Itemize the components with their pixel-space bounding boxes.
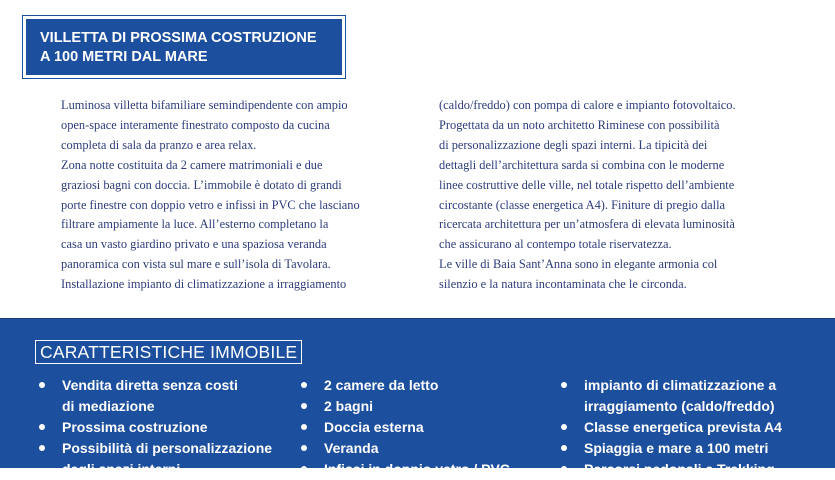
description-line: Installazione impianto di climatizzazione a irraggiamento xyxy=(61,277,347,292)
feature-item xyxy=(298,417,510,438)
features-column-1 xyxy=(36,375,272,480)
description-line: linee costruttive delle ville, nel totale rispetto dell’ambiente xyxy=(439,177,735,192)
feature-text: Possibilità di personalizzazione xyxy=(62,440,273,456)
feature-text: impianto di climatizzazione a xyxy=(584,377,777,393)
feature-text: Doccia esterna xyxy=(324,419,424,435)
description-line: casa un vasto giardino privato e una spaziosa veranda xyxy=(61,237,327,252)
description-line: Zona notte costituita da 2 camere matrimoniali e due xyxy=(61,157,323,172)
description-line: completa di sala da pranzo e area relax. xyxy=(61,137,257,152)
feature-text: Classe energetica prevista A4 xyxy=(584,419,782,435)
description-line: dettagli dell’architettura sarda si combina con le moderne xyxy=(439,157,725,172)
feature-text: degli spazi interni xyxy=(62,461,181,477)
feature-text: irraggiamento (caldo/freddo) xyxy=(584,398,775,414)
feature-text: Infissi in doppio vetro / PVC xyxy=(324,461,510,477)
description-line: di personalizzazione degli spazi interni. La tipicità dei xyxy=(439,137,708,152)
description-line: panoramica con vista sul mare e sull’isola di Tavolara. xyxy=(61,257,331,272)
feature-item xyxy=(298,459,510,480)
description-line: filtrare ampiamente la luce. All’esterno completano la xyxy=(61,217,329,232)
feature-item xyxy=(298,375,510,396)
features-title: CARATTERISTICHE IMMOBILE xyxy=(35,340,302,364)
features-column-3 xyxy=(558,375,782,480)
description-line: ricercata architettura per un’atmosfera di elevata luminosità xyxy=(439,217,735,232)
feature-item xyxy=(558,375,782,417)
description-line: (caldo/freddo) con pompa di calore e impianto fotovoltaico. xyxy=(439,98,736,112)
description-line: Luminosa villetta bifamiliare semindipendente con ampio xyxy=(61,98,348,112)
feature-text: Prossima costruzione xyxy=(62,419,208,435)
description-line: silenzio e la natura incontaminata che le circonda. xyxy=(439,277,687,292)
description-line: porte finestre con doppio vetro e infissi in PVC che lasciano xyxy=(61,197,360,212)
feature-text: di mediazione xyxy=(62,398,155,414)
feature-item xyxy=(558,438,782,459)
feature-text: Percorsi pedonali e Trekking xyxy=(584,461,775,477)
listing-title-line-2: A 100 METRI DAL MARE xyxy=(40,49,208,65)
description-line: open-space interamente finestrato composto da cucina xyxy=(61,117,330,132)
listing-title xyxy=(23,16,345,78)
description-left-column xyxy=(61,96,360,295)
description-right-column xyxy=(439,96,736,295)
feature-text: 2 bagni xyxy=(324,398,374,414)
feature-item xyxy=(36,417,272,438)
features-column-2 xyxy=(298,375,510,480)
feature-item xyxy=(298,438,510,459)
description-line: Le ville di Baia Sant’Anna sono in elegante armonia col xyxy=(439,257,718,272)
feature-text: 2 camere da letto xyxy=(324,377,439,393)
feature-item xyxy=(36,375,272,417)
listing-title-line-1: VILLETTA DI PROSSIMA COSTRUZIONE xyxy=(40,30,317,46)
description-line: graziosi bagni con doccia. L’immobile è dotato di grandi xyxy=(61,177,342,192)
feature-item xyxy=(36,438,272,480)
feature-item xyxy=(558,459,782,480)
description-line: che assicurano al contempo totale riservatezza. xyxy=(439,237,672,252)
feature-text: Spiaggia e mare a 100 metri xyxy=(584,440,769,456)
description-line: Progettata da un noto architetto Riminese con possibilità xyxy=(439,117,720,132)
features-section xyxy=(0,318,835,477)
feature-text: Veranda xyxy=(324,440,379,456)
feature-item xyxy=(558,417,782,438)
description-line: circostante (classe energetica A4). Finiture di pregio dalla xyxy=(439,197,726,212)
feature-text: Vendita diretta senza costi xyxy=(62,377,238,393)
feature-item xyxy=(298,396,510,417)
